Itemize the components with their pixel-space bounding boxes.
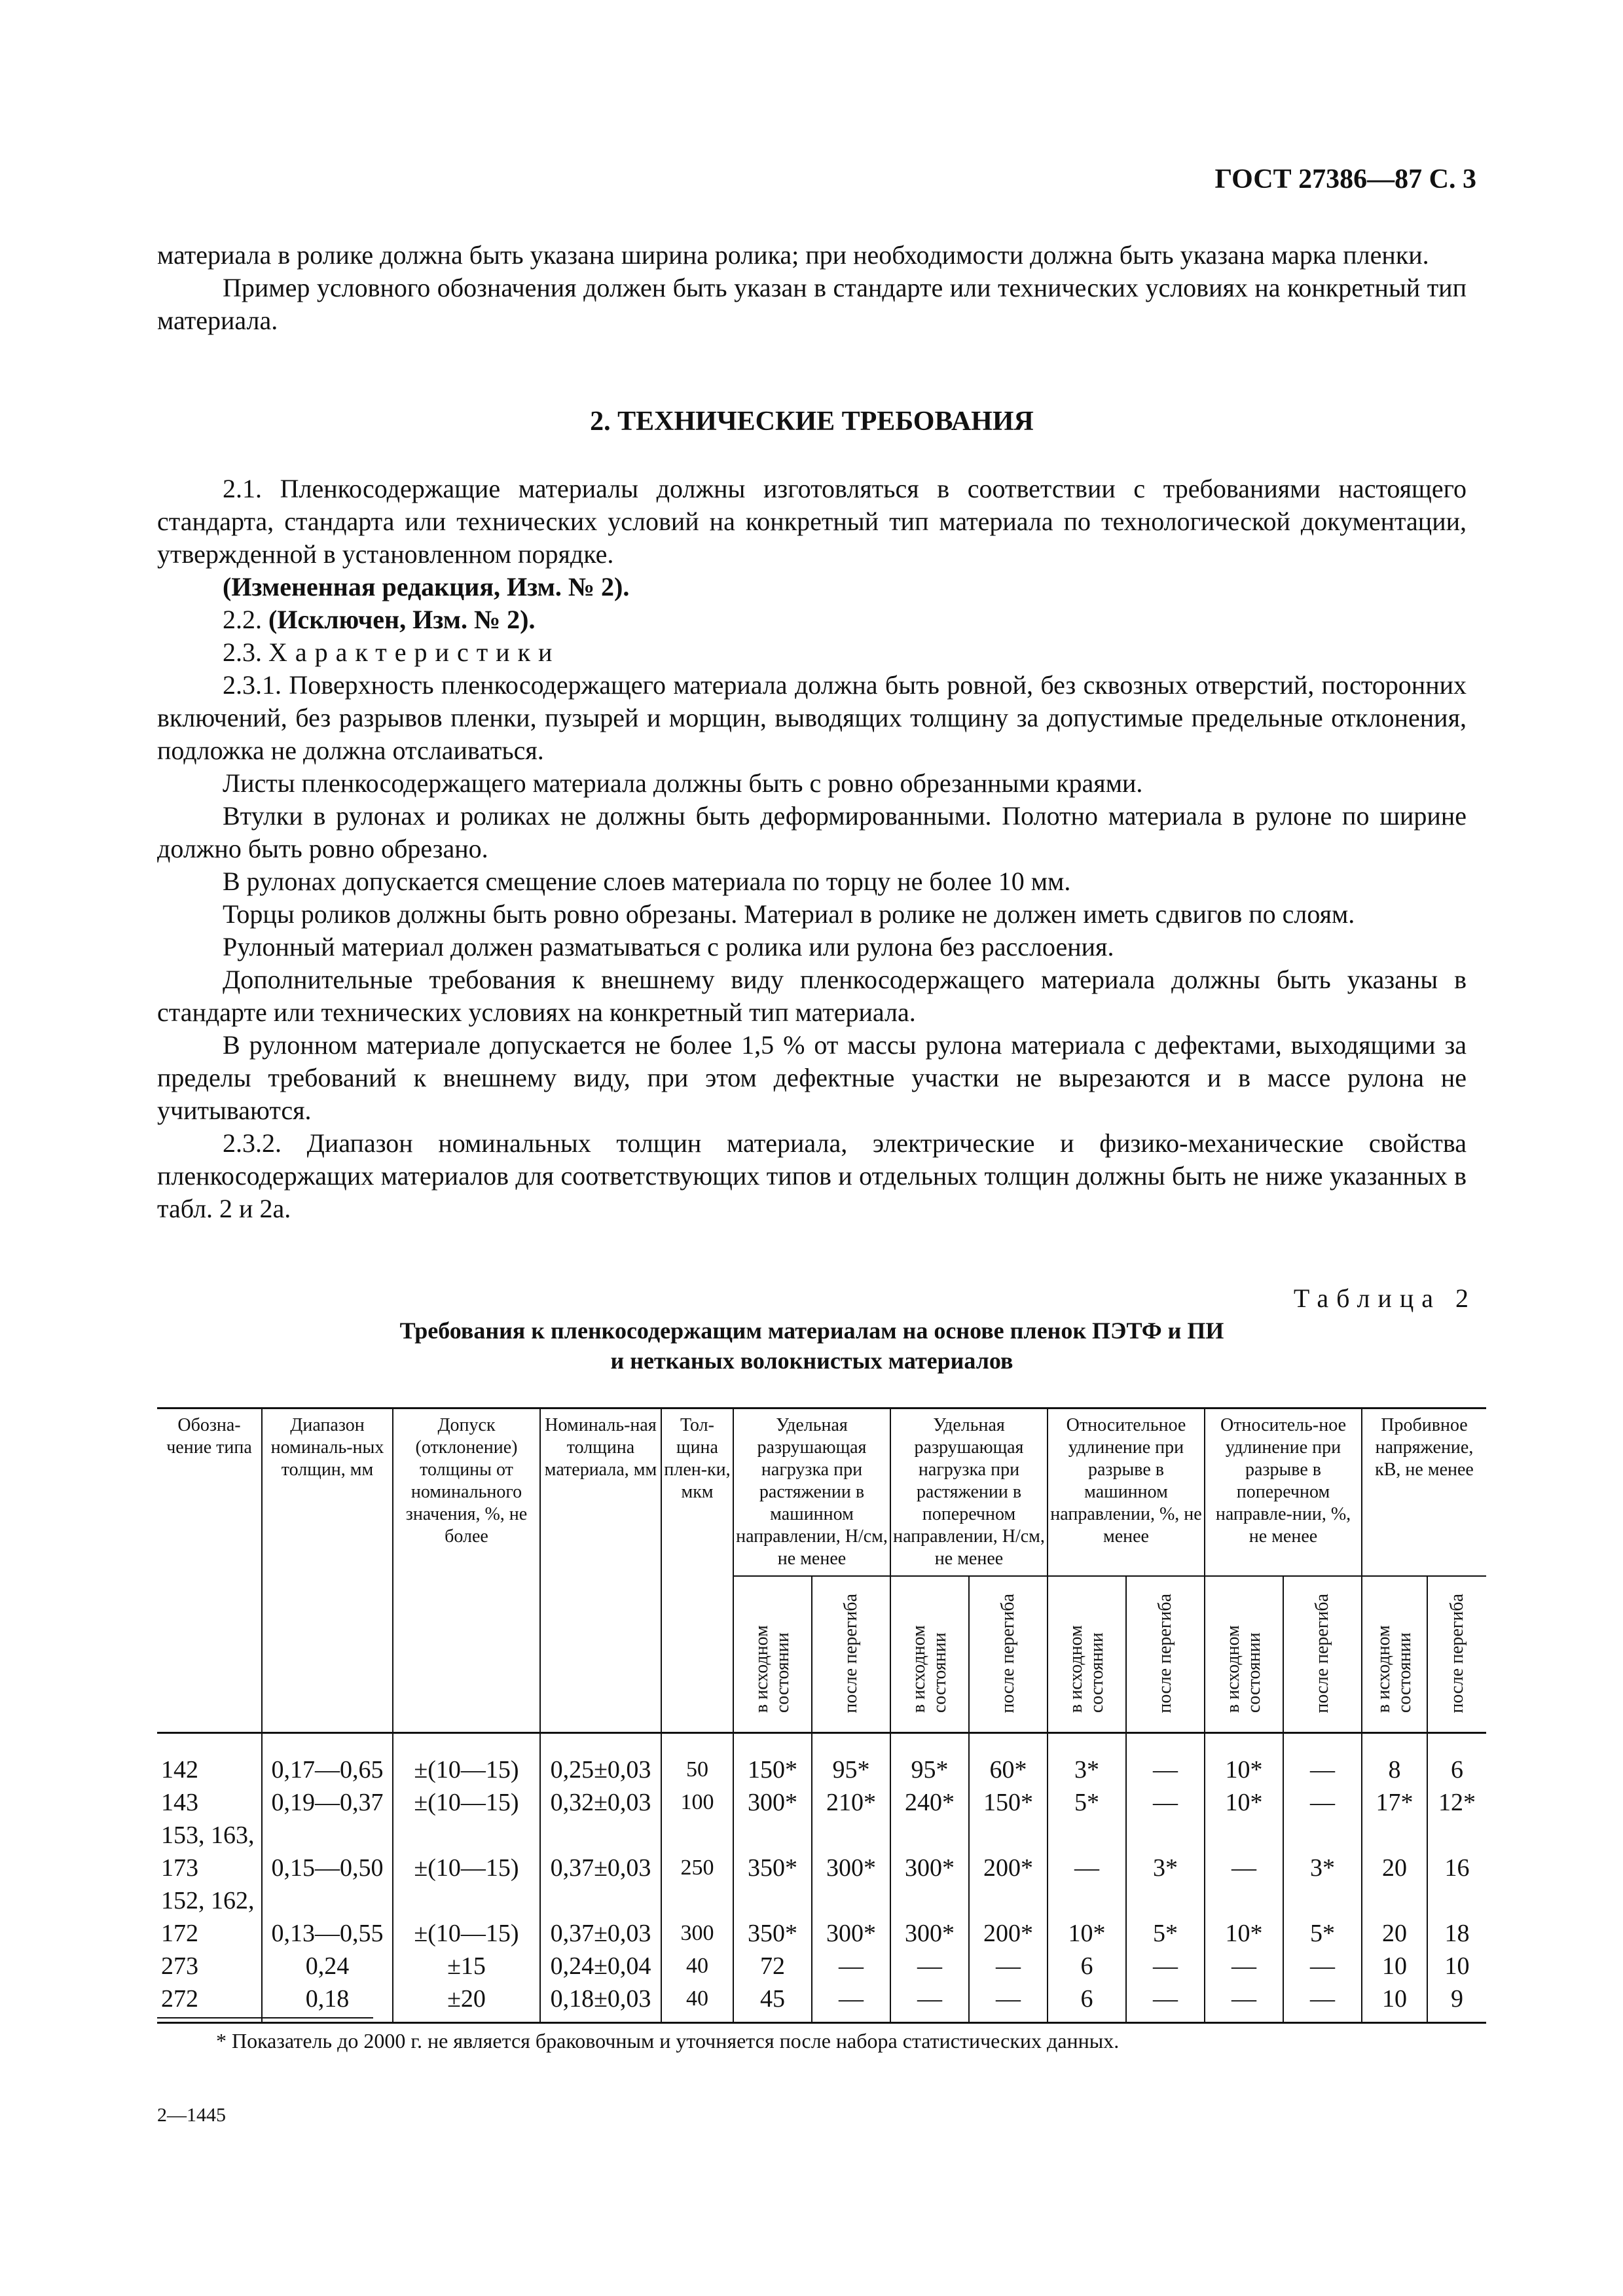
cell-range: 0,13—0,55 [262, 1917, 393, 1950]
page-code: 2—1445 [157, 2104, 226, 2126]
cell-value: — [890, 1950, 969, 1982]
cell-value: 150* [733, 1733, 812, 1787]
cell-empty [812, 1819, 890, 1852]
cell-type: 142 [161, 1756, 198, 1784]
cell-film: 300 [661, 1917, 733, 1950]
clause-2-1-note: (Измененная редакция, Изм. № 2). [223, 572, 630, 601]
cell-type: 172 [161, 1920, 198, 1947]
cell-value: — [1205, 1950, 1283, 1982]
cell-empty [540, 1884, 661, 1917]
cell-value: — [1126, 1733, 1205, 1787]
cell-type-prefix: 153, 163, [161, 1821, 255, 1849]
cell-value: 5* [1283, 1917, 1362, 1950]
cell-value: 10 [1362, 1950, 1427, 1982]
cell-value: 200* [969, 1852, 1048, 1884]
cell-value: — [1205, 1852, 1283, 1884]
cell-value: 5* [1048, 1786, 1126, 1819]
cell-type: 143 [161, 1789, 198, 1816]
header-nominal: Номиналь-ная толщина материала, мм [540, 1408, 661, 1733]
paragraph-defects: В рулонном материале допускается не более 1,5 % от массы рулона материала с дефектами, выходящими за пределы требований к внешнему виду, при этом дефектные участки не вырезаются и в массе рулона не учитываются. [157, 1030, 1467, 1125]
clause-2-2-note: (Исключен, Изм. № 2). [268, 605, 536, 634]
cell-empty [1205, 1884, 1283, 1917]
header-elong-cross: Относитель-ное удлинение при разрыве в поперечном направле-нии, %, не менее [1205, 1408, 1362, 1577]
cell-value: 5* [1126, 1917, 1205, 1950]
table-row [157, 1852, 1486, 1884]
cell-film: 250 [661, 1852, 733, 1884]
cell-film: 50 [661, 1733, 733, 1787]
header-type: Обозна-чение типа [157, 1408, 262, 1733]
cell-film: 40 [661, 1950, 733, 1982]
cell-value: — [969, 1950, 1048, 1982]
cell-value: 240* [890, 1786, 969, 1819]
clause-2-3-title: Характеристики [268, 637, 560, 667]
cell-value: 300* [890, 1917, 969, 1950]
cell-tolerance: ±(10—15) [393, 1917, 540, 1950]
cell-empty [393, 1884, 540, 1917]
header-load-machine: Удельная разрушающая нагрузка при растяжении в машинном направлении, Н/см, не менее [733, 1408, 890, 1577]
table-header-row-1 [157, 1408, 1486, 1577]
cell-nominal: 0,37±0,03 [540, 1852, 661, 1884]
cell-value: 10 [1362, 1982, 1427, 2023]
cell-range: 0,17—0,65 [262, 1733, 393, 1787]
table-row-prefix [157, 1819, 1486, 1852]
subheader-initial: в исходном состоянии [1362, 1576, 1427, 1733]
cell-value: 60* [969, 1733, 1048, 1787]
cell-empty [1362, 1884, 1427, 1917]
table-row [157, 1917, 1486, 1950]
cell-range: 0,15—0,50 [262, 1852, 393, 1884]
paragraph-unwind: Рулонный материал должен разматываться с ролика или рулона без расслоения. [223, 932, 1114, 961]
cell-type-prefix: 152, 162, [161, 1887, 255, 1914]
cell-value: — [1126, 1950, 1205, 1982]
subheader-initial: в исходном состоянии [1205, 1576, 1283, 1733]
cell-empty [661, 1819, 733, 1852]
cell-empty [1205, 1819, 1283, 1852]
subheader-initial: в исходном состоянии [733, 1576, 812, 1733]
cell-tolerance: ±20 [393, 1982, 540, 2023]
cell-value: 9 [1427, 1982, 1486, 2023]
header-film: Тол-щина плен-ки, мкм [661, 1408, 733, 1733]
clause-2-3 [157, 636, 1467, 669]
cell-empty [1283, 1884, 1362, 1917]
cell-type: 273 [161, 1952, 198, 1980]
cell-value: 17* [1362, 1786, 1427, 1819]
header-breakdown: Пробивное напряжение, кВ, не менее [1362, 1408, 1486, 1577]
cell-value: 10* [1205, 1917, 1283, 1950]
paragraph-extra: Дополнительные требования к внешнему виду пленкосодержащего материала должны быть указаны в стандарте или технических условиях на конкретный тип материала. [157, 965, 1467, 1027]
cell-value: 300* [890, 1852, 969, 1884]
header-tolerance: Допуск (отклонение) толщины от номинального значения, %, не более [393, 1408, 540, 1733]
cell-value: — [1283, 1733, 1362, 1787]
cell-value: 10* [1205, 1733, 1283, 1787]
cell-type: 272 [157, 1982, 262, 2023]
cell-value: — [1283, 1950, 1362, 1982]
cell-value: 6 [1048, 1982, 1126, 2023]
cell-value: 16 [1427, 1852, 1486, 1884]
intro-paragraph-1: материала в ролике должна быть указана ширина ролика; при необходимости должна быть указана марка пленки. [157, 240, 1429, 270]
cell-value: 6 [1048, 1950, 1126, 1982]
clause-2-3-2: 2.3.2. Диапазон номинальных толщин материала, электрические и физико-механические свойства пленкосодержащих материалов для соответствующих типов и отдельных толщин должны быть не ниже указанных в табл. 2 и 2а. [157, 1128, 1467, 1223]
paragraph-sheets: Листы пленкосодержащего материала должны быть с ровно обрезанными краями. [223, 768, 1143, 798]
cell-value: 6 [1427, 1733, 1486, 1787]
cell-nominal: 0,37±0,03 [540, 1917, 661, 1950]
cell-film: 40 [661, 1982, 733, 2023]
cell-empty [1126, 1884, 1205, 1917]
cell-value: 12* [1427, 1786, 1486, 1819]
cell-tolerance: ±15 [393, 1950, 540, 1982]
cell-value: — [812, 1950, 890, 1982]
cell-value: 3* [1048, 1733, 1126, 1787]
cell-value: 200* [969, 1917, 1048, 1950]
paragraph-offset: В рулонах допускается смещение слоев материала по торцу не более 10 мм. [223, 867, 1071, 896]
cell-empty [733, 1884, 812, 1917]
clause-2-2 [157, 603, 1467, 636]
cell-value: 3* [1126, 1852, 1205, 1884]
section-title: 2. ТЕХНИЧЕСКИЕ ТРЕБОВАНИЯ [590, 406, 1034, 437]
cell-value: — [890, 1982, 969, 2023]
cell-value: 300* [812, 1852, 890, 1884]
cell-range: 0,19—0,37 [262, 1786, 393, 1819]
cell-empty [733, 1819, 812, 1852]
cell-value: — [1048, 1852, 1126, 1884]
clause-2-3-number: 2.3. [223, 637, 268, 667]
clause-2-2-number: 2.2. [223, 605, 268, 634]
footnote: * Показатель до 2000 г. не является браковочным и уточняется после набора статистических данных. [216, 2029, 1120, 2053]
cell-type: 173 [161, 1854, 198, 1882]
cell-nominal: 0,32±0,03 [540, 1786, 661, 1819]
table-title-line-1: Требования к пленкосодержащим материалам на основе пленок ПЭТФ и ПИ [399, 1318, 1224, 1344]
cell-value: — [1283, 1786, 1362, 1819]
header-elong-machine: Относительное удлинение при разрыве в машинном направлении, %, не менее [1048, 1408, 1205, 1577]
cell-value: — [1205, 1982, 1283, 2023]
cell-value: 45 [733, 1982, 812, 2023]
cell-nominal: 0,24±0,04 [540, 1950, 661, 1982]
cell-value: 3* [1283, 1852, 1362, 1884]
cell-empty [812, 1884, 890, 1917]
cell-empty [661, 1884, 733, 1917]
cell-nominal: 0,25±0,03 [540, 1733, 661, 1787]
header-load-cross: Удельная разрушающая нагрузка при растяжении в поперечном направлении, Н/см, не менее [890, 1408, 1048, 1577]
cell-value: 10 [1427, 1950, 1486, 1982]
table-caption: Таблица 2 [1293, 1283, 1476, 1313]
cell-range: 0,24 [262, 1950, 393, 1982]
cell-value: 18 [1427, 1917, 1486, 1950]
subheader-after-bend: после перегиба [1126, 1576, 1205, 1733]
paragraph-ends: Торцы роликов должны быть ровно обрезаны. Материал в ролике не должен иметь сдвигов по слоям. [223, 899, 1355, 929]
cell-value: 210* [812, 1786, 890, 1819]
cell-value: — [1126, 1982, 1205, 2023]
table-row [157, 1733, 1486, 1787]
cell-empty [540, 1819, 661, 1852]
cell-empty [1283, 1819, 1362, 1852]
cell-film: 100 [661, 1786, 733, 1819]
body-text [157, 473, 1467, 1225]
cell-empty [1362, 1819, 1427, 1852]
clause-2-3-1: 2.3.1. Поверхность пленкосодержащего материала должна быть ровной, без сквозных отверстий, посторонних включений, без разрывов пленки, пузырей и морщин, выводящих толщину за допустимые предельные отклонения, подложка не должна отслаиваться. [157, 670, 1467, 765]
cell-empty [890, 1884, 969, 1917]
cell-empty [393, 1819, 540, 1852]
cell-value: — [969, 1982, 1048, 2023]
cell-tolerance: ±(10—15) [393, 1786, 540, 1819]
cell-empty [1048, 1884, 1126, 1917]
cell-value: — [1283, 1982, 1362, 2023]
cell-value: 72 [733, 1950, 812, 1982]
footnote-divider [157, 2017, 373, 2018]
paragraph-sleeves: Втулки в рулонах и роликах не должны быть деформированными. Полотно материала в рулоне по ширине должно быть ровно обрезано. [157, 801, 1467, 863]
requirements-table [157, 1407, 1486, 2024]
page-header: ГОСТ 27386—87 С. 3 [1214, 164, 1476, 194]
cell-tolerance: ±(10—15) [393, 1733, 540, 1787]
cell-empty [1427, 1819, 1486, 1852]
subheader-after-bend: после перегиба [1427, 1576, 1486, 1733]
cell-empty [969, 1819, 1048, 1852]
cell-value: 150* [969, 1786, 1048, 1819]
cell-value: 10* [1048, 1917, 1126, 1950]
clause-2-1: 2.1. Пленкосодержащие материалы должны изготовляться в соответствии с требованиями настоящего стандарта, стандарта или технических условий на конкретный тип материала по технологической документации, утвержденной в установленном порядке. [157, 474, 1467, 569]
cell-empty [1427, 1884, 1486, 1917]
cell-value: 350* [733, 1917, 812, 1950]
cell-value: 300* [812, 1917, 890, 1950]
cell-value: 20 [1362, 1917, 1427, 1950]
cell-empty [1048, 1819, 1126, 1852]
cell-empty [890, 1819, 969, 1852]
cell-empty [262, 1819, 393, 1852]
cell-nominal: 0,18±0,03 [540, 1982, 661, 2023]
cell-value: 350* [733, 1852, 812, 1884]
subheader-initial: в исходном состоянии [890, 1576, 969, 1733]
cell-empty [262, 1884, 393, 1917]
subheader-after-bend: после перегиба [969, 1576, 1048, 1733]
table-row [157, 1950, 1486, 1982]
cell-value: — [812, 1982, 890, 2023]
subheader-initial: в исходном состоянии [1048, 1576, 1126, 1733]
cell-value: 8 [1362, 1733, 1427, 1787]
subheader-after-bend: после перегиба [812, 1576, 890, 1733]
cell-empty [969, 1884, 1048, 1917]
subheader-after-bend: после перегиба [1283, 1576, 1362, 1733]
cell-value: 95* [812, 1733, 890, 1787]
table-title-line-2: и нетканых волокнистых материалов [610, 1348, 1013, 1374]
cell-value: 300* [733, 1786, 812, 1819]
cell-value: — [1126, 1786, 1205, 1819]
cell-range: 0,18 [262, 1982, 393, 2023]
intro-text [157, 239, 1467, 337]
table-title [157, 1316, 1467, 1376]
cell-value: 95* [890, 1733, 969, 1787]
cell-empty [1126, 1819, 1205, 1852]
intro-paragraph-2: Пример условного обозначения должен быть указан в стандарте или технических условиях на конкретный тип материала. [157, 273, 1467, 335]
cell-value: 20 [1362, 1852, 1427, 1884]
cell-tolerance: ±(10—15) [393, 1852, 540, 1884]
table-row-prefix [157, 1884, 1486, 1917]
cell-value: 10* [1205, 1786, 1283, 1819]
table-row [157, 1786, 1486, 1819]
header-range: Диапазон номиналь-ных толщин, мм [262, 1408, 393, 1733]
